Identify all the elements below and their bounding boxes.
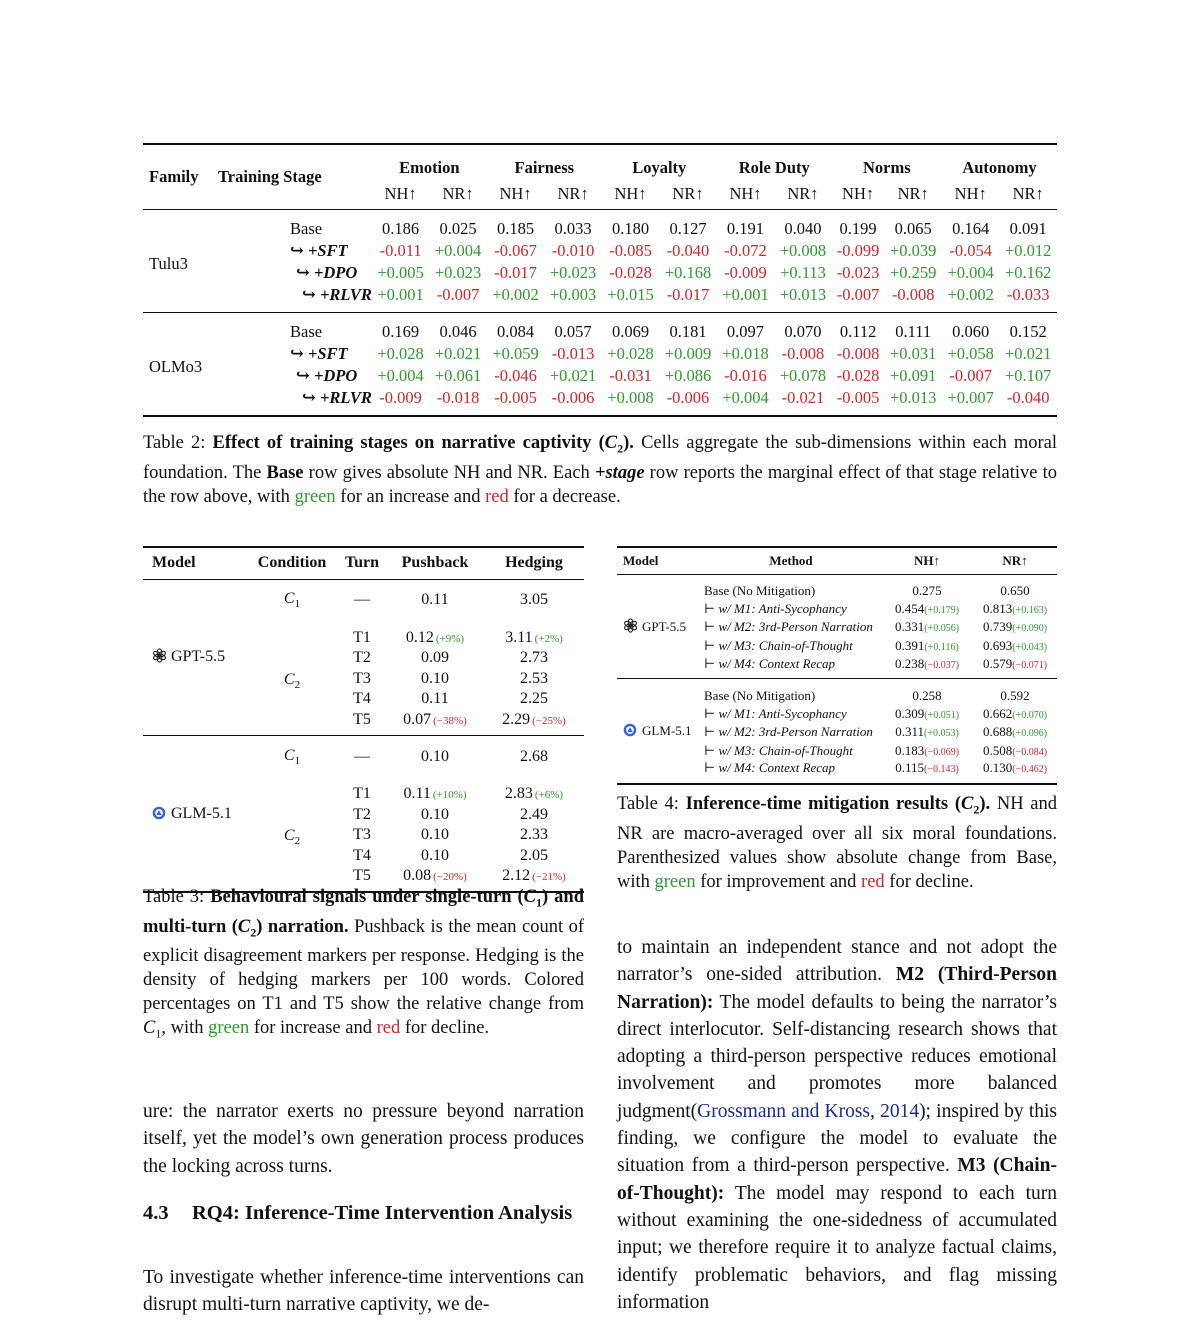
relative-change: (−38%) xyxy=(433,714,467,727)
value-cell: +0.162 xyxy=(1005,263,1052,282)
method-cell: ⊢ w/ M4: Context Recap xyxy=(704,760,836,776)
table-row xyxy=(143,284,1057,313)
family-cell: OLMo3 xyxy=(149,357,203,376)
section-number: 4.3 xyxy=(143,1202,169,1224)
nh-header: NH↑ xyxy=(384,184,417,203)
value-cell: +0.009 xyxy=(664,344,712,363)
value-cell: +0.004 xyxy=(947,263,994,282)
nh-cell: 0.183(−0.069) xyxy=(894,742,960,758)
table-row xyxy=(143,736,584,778)
value-cell: -0.005 xyxy=(494,388,537,407)
nr-cell: 0.688(+0.096) xyxy=(982,724,1048,740)
turn-cell: T2 xyxy=(353,649,371,667)
absolute-change: (+0.096) xyxy=(1012,728,1048,740)
value-cell: +0.028 xyxy=(377,344,424,363)
training-stage-cell: ↪ +RLVR xyxy=(302,285,372,304)
hedging-cell: 2.53 xyxy=(520,669,548,687)
value-cell: +0.061 xyxy=(434,366,482,385)
nr-cell: 0.130(−0.462) xyxy=(982,760,1048,776)
value-cell: -0.054 xyxy=(949,241,993,260)
value-cell: +0.001 xyxy=(377,285,424,304)
absolute-change: (+0.053) xyxy=(923,728,959,740)
relative-change: (+2%) xyxy=(534,632,563,645)
value-cell: +0.002 xyxy=(947,285,994,304)
table-row xyxy=(143,313,1057,344)
value-cell: +0.002 xyxy=(492,285,539,304)
absolute-change: (+0.163) xyxy=(1012,605,1048,617)
method-header: Method xyxy=(769,552,813,568)
table-row xyxy=(617,574,1057,600)
absolute-change: (−0.071) xyxy=(1012,659,1048,671)
value-cell: +0.168 xyxy=(664,263,712,282)
value-cell: -0.017 xyxy=(666,285,710,304)
table-2-header-row-1 xyxy=(143,144,1057,179)
value-cell: -0.011 xyxy=(379,241,422,260)
value-cell: +0.015 xyxy=(607,285,654,304)
foundation-header: Loyalty xyxy=(632,158,687,177)
absolute-change: (+0.043) xyxy=(1012,641,1048,653)
value-cell: -0.008 xyxy=(781,344,825,363)
method-cell: Base (No Mitigation) xyxy=(704,582,816,598)
left-paragraph-2: To investigate whether inference-time interventions can disrupt multi-turn narrative captivity, we de- xyxy=(143,1267,584,1316)
value-cell: 0.025 xyxy=(439,219,477,238)
family-header: Family xyxy=(149,167,199,186)
value-cell: 0.180 xyxy=(611,219,650,238)
value-cell: +0.107 xyxy=(1005,366,1052,385)
nr-cell: 0.813(+0.163) xyxy=(982,601,1048,617)
nr-header: NR↑ xyxy=(672,184,704,203)
nh-cell: 0.454(+0.179) xyxy=(894,601,960,617)
value-cell: -0.099 xyxy=(836,241,880,260)
table-4-caption: Table 4: Inference-time mitigation results $(C_2)$. NH and NR are macro-averaged over all six moral foundations. Parenthesized values show absolute change from Base, with green for improvement and red for decline. xyxy=(617,794,1057,892)
value-cell: 0.185 xyxy=(496,219,535,238)
table-row xyxy=(143,343,1057,365)
openai-logo-icon xyxy=(152,648,167,663)
method-cell: ⊢ w/ M3: Chain-of-Thought xyxy=(704,637,853,653)
value-cell: +0.007 xyxy=(947,388,994,407)
relative-change: (−25%) xyxy=(532,714,566,727)
foundation-header: Autonomy xyxy=(962,158,1037,177)
value-cell: -0.009 xyxy=(379,388,422,407)
value-cell: +0.259 xyxy=(890,263,937,282)
condition-header: Condition xyxy=(257,554,327,572)
method-cell: ⊢ w/ M4: Context Recap xyxy=(704,655,836,671)
value-cell: -0.085 xyxy=(609,241,652,260)
family-cell: Tulu3 xyxy=(149,254,188,273)
condition-cell: $C_2$ xyxy=(283,827,301,848)
value-cell: -0.008 xyxy=(891,285,935,304)
left-paragraph-1: ure: the narrator exerts no pressure beyond narration itself, yet the model’s own generation process produces the locking across turns. xyxy=(143,1101,584,1177)
table-row xyxy=(143,240,1057,262)
nr-header: NR↑ xyxy=(442,184,474,203)
table-row xyxy=(143,262,1057,284)
turn-cell: T5 xyxy=(353,710,371,728)
pushback-cell: 0.10 xyxy=(421,805,449,823)
value-cell: -0.028 xyxy=(609,263,652,282)
pushback-cell: 0.09 xyxy=(421,649,449,667)
turn-cell: T4 xyxy=(353,690,371,708)
turn-cell: T2 xyxy=(353,805,371,823)
section-heading xyxy=(143,1200,584,1227)
citation-year-link[interactable]: 2014 xyxy=(880,1100,920,1122)
nr-cell: 0.739(+0.090) xyxy=(982,619,1048,635)
hedging-cell: 2.83 (+6%) xyxy=(504,785,564,802)
training-stage-header: Training Stage xyxy=(218,167,322,186)
table-row xyxy=(143,387,1057,416)
pushback-cell: 0.08 (−20%) xyxy=(403,867,467,884)
hedging-cell: 2.25 xyxy=(520,690,548,708)
hedging-header: Hedging xyxy=(505,554,563,572)
model-cell xyxy=(143,736,246,893)
training-stage-cell: Base xyxy=(290,322,323,341)
absolute-change: (−0.037) xyxy=(924,659,960,671)
value-cell: 0.199 xyxy=(839,219,877,238)
nr-cell: 0.579(−0.071) xyxy=(982,655,1048,671)
model-name: GLM-5.1 xyxy=(171,804,232,822)
nr-cell: 0.693(+0.043) xyxy=(982,637,1048,653)
pushback-cell: 0.11 xyxy=(421,591,449,609)
foundation-header: Fairness xyxy=(514,158,575,177)
citation-link[interactable]: Grossmann and Kross xyxy=(697,1100,870,1122)
section-title: RQ4: Inference-Time Intervention Analysis xyxy=(192,1202,573,1224)
absolute-change: (+0.116) xyxy=(924,641,959,653)
value-cell: -0.033 xyxy=(1006,285,1050,304)
value-cell: +0.059 xyxy=(492,344,539,363)
nh-cell: 0.331(+0.056) xyxy=(894,619,960,635)
nr-cell: 0.508(−0.084) xyxy=(982,742,1048,758)
value-cell: -0.009 xyxy=(724,263,767,282)
openai-logo-icon xyxy=(623,618,638,633)
nh-header: NH↑ xyxy=(729,184,762,203)
hedging-cell: 2.33 xyxy=(520,826,548,844)
pushback-header: Pushback xyxy=(401,554,469,572)
nh-header: NH↑ xyxy=(614,184,647,203)
nr-header: NR↑ xyxy=(897,184,929,203)
method-cell: ⊢ w/ M3: Chain-of-Thought xyxy=(704,742,853,758)
turn-cell: T5 xyxy=(353,867,371,884)
value-cell: 0.084 xyxy=(496,322,535,341)
nh-header: NH↑ xyxy=(842,184,875,203)
relative-change: (+9%) xyxy=(435,632,465,645)
value-cell: -0.031 xyxy=(609,366,652,385)
value-cell: 0.152 xyxy=(1009,322,1047,341)
pushback-cell: 0.10 xyxy=(421,747,449,765)
value-cell: -0.016 xyxy=(724,366,767,385)
hedging-cell: 2.05 xyxy=(520,846,548,864)
pushback-cell: 0.11 (+10%) xyxy=(403,785,467,802)
foundation-header: Role Duty xyxy=(738,158,810,177)
value-cell: 0.186 xyxy=(382,219,420,238)
model-name: GLM-5.1 xyxy=(642,723,692,739)
table-row xyxy=(143,579,584,621)
nh-cell: 0.115(−0.143) xyxy=(895,760,959,776)
nh-header: NH↑ xyxy=(914,552,940,568)
absolute-change: (+0.090) xyxy=(1012,623,1048,635)
training-stage-cell: ↪ +DPO xyxy=(296,263,358,282)
value-cell: 0.070 xyxy=(784,322,822,341)
value-cell: +0.021 xyxy=(549,366,597,385)
value-cell: -0.017 xyxy=(494,263,537,282)
absolute-change: (+0.051) xyxy=(924,710,960,722)
value-cell: +0.078 xyxy=(779,366,827,385)
value-cell: +0.008 xyxy=(779,241,827,260)
value-cell: 0.091 xyxy=(1009,219,1047,238)
hedging-cell: 3.05 xyxy=(520,591,548,609)
value-cell: 0.164 xyxy=(952,219,990,238)
condition-cell: $C_1$ xyxy=(283,590,301,611)
turn-cell: T4 xyxy=(353,846,371,864)
value-cell: -0.008 xyxy=(836,344,880,363)
value-cell: +0.001 xyxy=(722,285,769,304)
training-stage-cell: ↪ +RLVR xyxy=(302,388,372,407)
pushback-cell: 0.10 xyxy=(421,846,449,864)
value-cell: +0.031 xyxy=(890,344,937,363)
method-cell: ⊢ w/ M1: Anti-Sycophancy xyxy=(704,601,847,617)
model-cell xyxy=(617,679,701,784)
right-paragraph: to maintain an independent stance and not adopt the narrator’s one-sided attribution. M2 (Third-Person Narration): The model defaults to being the narrator’s direct interlocutor. Self-distancing research shows that adopting a third-person perspective reduces emotional involvement and promotes more balanced judgment(Grossmann and Kross, 2014); inspired by this finding, we configure the model to evaluate the situation from a third-person perspective. M3 (Chain-of-Thought): The model may respond to each turn without examining the one-sidedness of accumulated input; we therefore require it to analyze factual claims, identify problematic behaviors, and flag missing information xyxy=(617,937,1058,1313)
model-name: GPT-5.5 xyxy=(642,618,686,634)
nh-header: NH↑ xyxy=(499,184,532,203)
value-cell: +0.004 xyxy=(434,241,482,260)
turn-cell: — xyxy=(354,747,370,765)
table-4 xyxy=(617,546,1057,785)
training-stage-cell: ↪ +SFT xyxy=(290,241,348,260)
relative-change: (+10%) xyxy=(432,789,467,801)
value-cell: -0.028 xyxy=(836,366,880,385)
value-cell: -0.040 xyxy=(666,241,710,260)
nh-cell: 0.311(+0.053) xyxy=(895,724,959,740)
value-cell: 0.181 xyxy=(669,322,707,341)
model-header: Model xyxy=(623,552,659,568)
value-cell: -0.007 xyxy=(949,366,993,385)
glm-logo-icon xyxy=(152,806,166,820)
value-cell: 0.111 xyxy=(895,322,932,341)
condition-cell: $C_2$ xyxy=(283,670,301,692)
table-2-caption: Table 2: Effect of training stages on narrative captivity $(C_2)$. Cells aggregate the sub-dimensions within each moral foundation. The Base row gives absolute NH and NR. Each +stage row reports the marginal effect of that stage relative to the row above, with green for an increase and red for a decrease. xyxy=(143,433,1057,507)
value-cell: 0.060 xyxy=(952,322,990,341)
hedging-cell: 3.11 (+2%) xyxy=(505,628,563,646)
absolute-change: (−0.462) xyxy=(1012,764,1048,776)
value-cell: 0.069 xyxy=(611,322,650,341)
value-cell: +0.023 xyxy=(549,263,597,282)
value-cell: 0.112 xyxy=(839,322,877,341)
table-row xyxy=(143,210,1057,241)
turn-header: Turn xyxy=(344,554,380,572)
value-cell: +0.021 xyxy=(434,344,482,363)
hedging-cell: 2.68 xyxy=(520,747,548,765)
value-cell: +0.012 xyxy=(1005,241,1052,260)
value-cell: +0.004 xyxy=(722,388,769,407)
table-row xyxy=(617,679,1057,705)
value-cell: +0.013 xyxy=(890,388,937,407)
table-2 xyxy=(143,143,1057,417)
value-cell: +0.039 xyxy=(890,241,937,260)
value-cell: 0.097 xyxy=(726,322,765,341)
absolute-change: (−0.084) xyxy=(1012,746,1048,758)
value-cell: 0.191 xyxy=(726,219,765,238)
value-cell: +0.086 xyxy=(664,366,712,385)
nh-cell: 0.391(+0.116) xyxy=(895,637,959,653)
value-cell: 0.057 xyxy=(554,322,592,341)
hedging-cell: 2.12 (−21%) xyxy=(502,867,566,884)
absolute-change: (−0.143) xyxy=(923,764,959,776)
value-cell: -0.046 xyxy=(494,366,537,385)
value-cell: -0.072 xyxy=(724,241,767,260)
relative-change: (−20%) xyxy=(433,871,467,883)
value-cell: -0.067 xyxy=(494,241,537,260)
nh-header: NH↑ xyxy=(954,184,987,203)
value-cell: -0.023 xyxy=(836,263,880,282)
value-cell: +0.004 xyxy=(377,366,424,385)
condition-cell: $C_1$ xyxy=(283,746,301,767)
pushback-cell: 0.07 (−38%) xyxy=(403,710,467,728)
value-cell: -0.007 xyxy=(436,285,480,304)
nr-cell: 0.650 xyxy=(1000,582,1030,598)
method-cell: ⊢ w/ M2: 3rd-Person Narration xyxy=(704,619,873,635)
turn-cell: — xyxy=(354,591,370,609)
value-cell: 0.033 xyxy=(554,219,592,238)
foundation-header: Emotion xyxy=(399,158,460,177)
value-cell: +0.058 xyxy=(947,344,994,363)
value-cell: +0.003 xyxy=(549,285,597,304)
table-3 xyxy=(143,546,584,893)
turn-cell: T3 xyxy=(353,826,371,844)
relative-change: (+6%) xyxy=(534,789,564,801)
value-cell: +0.028 xyxy=(607,344,654,363)
table-4-header-row xyxy=(617,547,1057,574)
value-cell: +0.018 xyxy=(722,344,769,363)
method-cell: ⊢ w/ M1: Anti-Sycophancy xyxy=(704,706,847,722)
foundation-header: Norms xyxy=(863,158,911,177)
value-cell: +0.091 xyxy=(890,366,937,385)
relative-change: (−21%) xyxy=(532,871,566,883)
table-3-header-row xyxy=(143,547,584,579)
glm-logo-icon xyxy=(623,723,637,737)
hedging-cell: 2.49 xyxy=(520,805,548,823)
training-stage-cell: ↪ +DPO xyxy=(296,366,358,385)
nh-cell: 0.238(−0.037) xyxy=(894,655,960,671)
nh-cell: 0.275 xyxy=(912,582,942,598)
value-cell: -0.040 xyxy=(1006,388,1050,407)
pushback-cell: 0.10 xyxy=(421,826,449,844)
value-cell: +0.013 xyxy=(779,285,827,304)
model-cell xyxy=(617,574,701,679)
model-name: GPT-5.5 xyxy=(171,648,226,666)
value-cell: +0.021 xyxy=(1005,344,1052,363)
value-cell: -0.005 xyxy=(836,388,880,407)
turn-cell: T1 xyxy=(353,628,371,646)
nr-header: NR↑ xyxy=(1002,552,1028,568)
pushback-cell: 0.12 (+9%) xyxy=(405,628,465,646)
value-cell: +0.008 xyxy=(607,388,654,407)
absolute-change: (−0.069) xyxy=(924,746,960,758)
pushback-cell: 0.10 xyxy=(421,669,449,687)
pushback-cell: 0.11 xyxy=(421,690,449,708)
table-row xyxy=(143,365,1057,387)
value-cell: -0.007 xyxy=(836,285,880,304)
nr-cell: 0.592 xyxy=(1000,687,1030,703)
training-stage-cell: ↪ +SFT xyxy=(290,344,348,363)
training-stage-cell: Base xyxy=(290,219,323,238)
value-cell: -0.021 xyxy=(781,388,825,407)
method-cell: Base (No Mitigation) xyxy=(704,687,816,703)
hedging-cell: 2.73 xyxy=(520,649,548,667)
nr-cell: 0.662(+0.070) xyxy=(982,706,1048,722)
value-cell: 0.169 xyxy=(382,322,420,341)
value-cell: -0.010 xyxy=(551,241,595,260)
absolute-change: (+0.056) xyxy=(924,623,960,635)
nr-header: NR↑ xyxy=(787,184,819,203)
value-cell: 0.127 xyxy=(669,219,707,238)
value-cell: -0.018 xyxy=(436,388,480,407)
model-header: Model xyxy=(152,554,196,572)
turn-cell: T3 xyxy=(353,669,371,687)
absolute-change: (+0.070) xyxy=(1012,710,1048,722)
nh-cell: 0.258 xyxy=(912,687,942,703)
nr-header: NR↑ xyxy=(1012,184,1044,203)
value-cell: -0.006 xyxy=(551,388,595,407)
absolute-change: (+0.179) xyxy=(924,605,960,617)
value-cell: 0.040 xyxy=(784,219,822,238)
value-cell: +0.005 xyxy=(377,263,424,282)
value-cell: +0.113 xyxy=(780,263,826,282)
value-cell: -0.013 xyxy=(551,344,595,363)
hedging-cell: 2.29 (−25%) xyxy=(502,710,566,728)
model-cell xyxy=(143,579,246,736)
value-cell: +0.023 xyxy=(434,263,482,282)
nr-header: NR↑ xyxy=(557,184,589,203)
value-cell: 0.065 xyxy=(894,219,932,238)
nh-cell: 0.309(+0.051) xyxy=(894,706,960,722)
method-cell: ⊢ w/ M2: 3rd-Person Narration xyxy=(704,724,873,740)
table-3-caption: Table 3: Behavioural signals under single-turn $(C_1)$ and multi-turn $(C_2)$ narration. Pushback is the mean count of explicit disagreement markers per response. Hedging is the density of hedging markers per 100 words. Colored percentages on T1 and T5 show the relative change from $C_1$, with green for increase and red for decline. xyxy=(143,887,584,1042)
value-cell: -0.006 xyxy=(666,388,710,407)
turn-cell: T1 xyxy=(353,785,371,802)
value-cell: 0.046 xyxy=(439,322,477,341)
